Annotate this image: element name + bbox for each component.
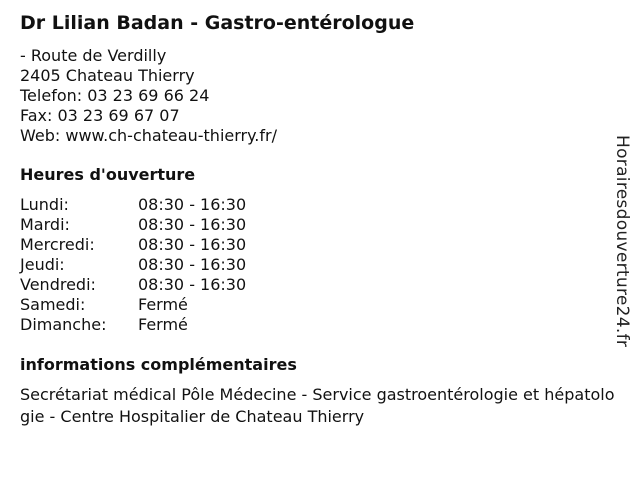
address-block [20, 46, 620, 146]
day-label: Mercredi: [20, 235, 95, 254]
opening-hours-heading: Heures d'ouverture [20, 165, 196, 184]
hours-row [20, 315, 620, 335]
hours-row [20, 215, 620, 235]
day-label: Lundi: [20, 195, 69, 214]
hours-row [20, 255, 620, 275]
additional-info-text: Secrétariat médical Pôle Médecine - Service gastroentérologie et hépatologie - Centre Hospitalier de Chateau Thierry [20, 385, 615, 426]
day-hours: 08:30 - 16:30 [138, 195, 247, 214]
day-hours: Fermé [138, 295, 188, 314]
day-label: Samedi: [20, 295, 86, 314]
day-hours: 08:30 - 16:30 [138, 235, 247, 254]
day-hours: 08:30 - 16:30 [138, 255, 247, 274]
hours-row [20, 235, 620, 255]
day-label: Jeudi: [20, 255, 65, 274]
fax-number: Fax: 03 23 69 67 07 [20, 106, 180, 125]
day-label: Dimanche: [20, 315, 107, 334]
practice-card [20, 10, 620, 428]
phone-number: Telefon: 03 23 69 66 24 [20, 86, 210, 105]
address-city: 2405 Chateau Thierry [20, 66, 195, 85]
website-link: Web: www.ch-chateau-thierry.fr/ [20, 126, 277, 145]
page-title: Dr Lilian Badan - Gastro-entérologue [20, 12, 415, 34]
hours-row [20, 295, 620, 315]
day-hours: 08:30 - 16:30 [138, 275, 247, 294]
hours-row [20, 275, 620, 295]
day-label: Vendredi: [20, 275, 96, 294]
day-hours: 08:30 - 16:30 [138, 215, 247, 234]
day-label: Mardi: [20, 215, 70, 234]
site-watermark: Horairesdouverture24.fr [612, 135, 632, 348]
opening-hours-table [20, 195, 620, 335]
day-hours: Fermé [138, 315, 188, 334]
additional-info-heading: informations complémentaires [20, 355, 297, 374]
address-street: - Route de Verdilly [20, 46, 167, 65]
hours-row [20, 195, 620, 215]
